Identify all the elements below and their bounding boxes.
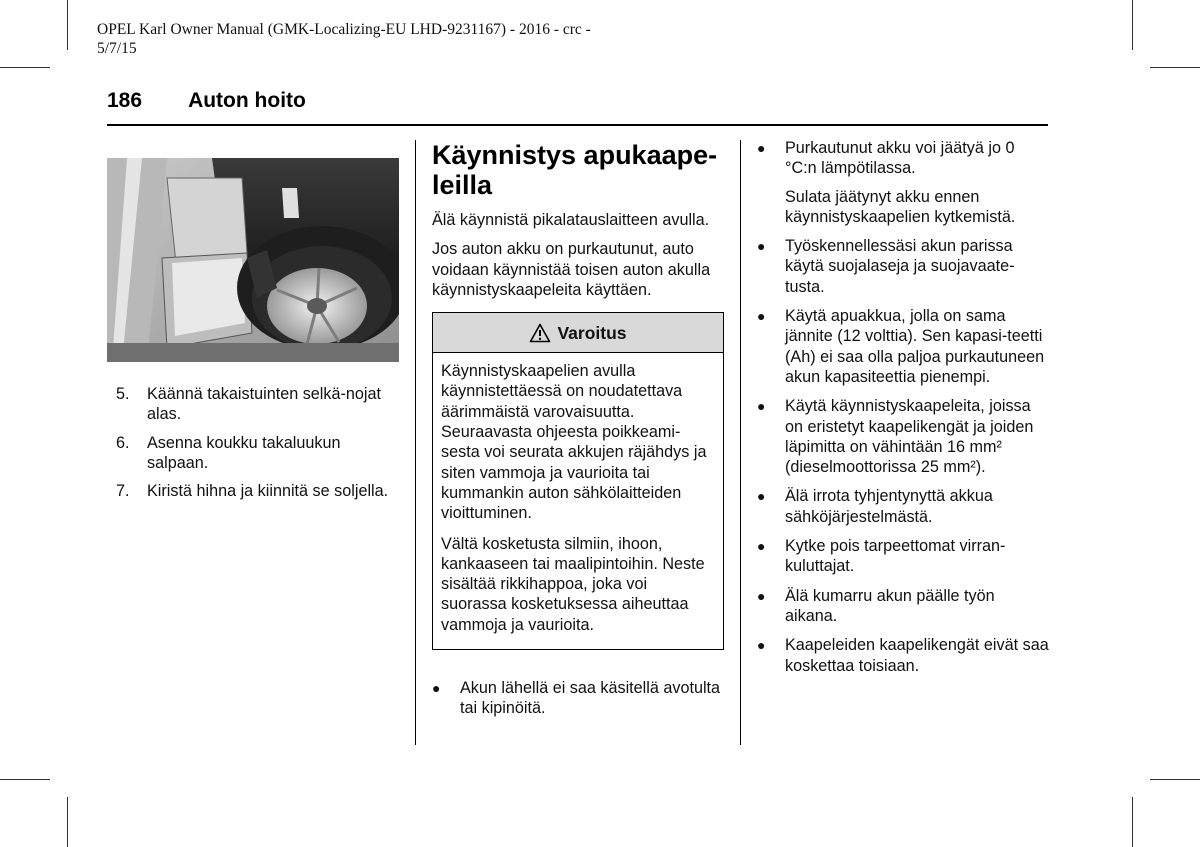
bullet-text: Kaapeleiden kaapelikengät eivät saa koskettaa toisiaan. bbox=[785, 636, 1049, 675]
left-column bbox=[107, 158, 399, 509]
trunk-illustration bbox=[107, 158, 399, 362]
list-item bbox=[432, 678, 724, 719]
warning-heading: Varoitus bbox=[557, 322, 627, 343]
meta-line: OPEL Karl Owner Manual (GMK-Localizing-EU LHD-9231167) - 2016 - crc - bbox=[97, 21, 591, 38]
list-item bbox=[757, 486, 1049, 527]
list-item bbox=[757, 635, 1049, 676]
warning-body bbox=[433, 353, 723, 649]
bullet-text: Älä irrota tyhjentynyttä akkua sähköjärjestelmästä. bbox=[785, 487, 993, 526]
page-number: 186 bbox=[107, 89, 143, 112]
middle-column bbox=[432, 140, 724, 728]
bullet-icon: ● bbox=[757, 538, 766, 555]
list-item bbox=[757, 536, 1049, 577]
bullet-icon: ● bbox=[757, 637, 766, 654]
article-title: Käynnistys apukaape-leilla bbox=[432, 140, 718, 200]
step-text: Käännä takaistuinten selkä-nojat alas. bbox=[147, 385, 381, 424]
list-item bbox=[107, 384, 399, 425]
crop-mark bbox=[1132, 0, 1133, 50]
bullet-text: Käytä apuakkua, jolla on sama jännite (12 volttia). Sen kapasi-teetti (Ah) ei saa olla paljoa purkautuneen akun kapasiteettia pienempi. bbox=[785, 307, 1045, 386]
section-title: Auton hoito bbox=[188, 89, 306, 112]
bullet-text: Akun lähellä ei saa käsitellä avotulta tai kipinöitä. bbox=[460, 679, 721, 718]
bullet-text: Älä kumarru akun päälle työn aikana. bbox=[785, 586, 995, 625]
header-rule bbox=[107, 124, 1048, 126]
list-item bbox=[757, 306, 1049, 387]
meta-line: 5/7/15 bbox=[97, 40, 137, 57]
bullet-icon: ● bbox=[432, 680, 441, 697]
list-item bbox=[757, 396, 1049, 477]
list-item bbox=[757, 138, 1049, 227]
body-paragraph: Älä käynnistä pikalatauslaitteen avulla. bbox=[432, 211, 710, 229]
step-number: 5. bbox=[116, 385, 130, 403]
column-divider bbox=[740, 140, 741, 745]
bullet-text: Purkautunut akku voi jäätyä jo 0 °C:n lämpötilassa. bbox=[785, 139, 1015, 178]
crop-mark bbox=[1132, 797, 1133, 847]
crop-mark bbox=[0, 67, 50, 68]
crop-mark bbox=[67, 0, 68, 50]
step-number: 7. bbox=[116, 482, 130, 501]
bullet-icon: ● bbox=[757, 488, 766, 505]
step-number: 6. bbox=[116, 433, 130, 452]
bullet-subtext: Sulata jäätynyt akku ennen käynnistyskaapelien kytkemistä. bbox=[785, 187, 1016, 226]
bullet-icon: ● bbox=[757, 140, 766, 156]
bullet-icon: ● bbox=[757, 238, 766, 255]
right-column bbox=[757, 138, 1049, 685]
bullet-list bbox=[757, 138, 1049, 676]
crop-mark bbox=[0, 779, 50, 780]
list-item bbox=[107, 481, 399, 501]
bullet-list bbox=[432, 678, 724, 719]
warning-paragraph: Vältä kosketusta silmiin, ihoon, kankaaseen tai maalipintoihin. Neste sisältää rikkihappoa, joka voi suorassa kosketuksessa aiheuttaa vammoja ja vaurioita. bbox=[441, 534, 705, 634]
warning-box bbox=[432, 312, 724, 650]
column-divider bbox=[415, 140, 416, 745]
page-header bbox=[107, 89, 306, 113]
step-list bbox=[107, 384, 399, 501]
step-text: Kiristä hihna ja kiinnitä se soljella. bbox=[147, 482, 389, 501]
warning-header bbox=[433, 313, 723, 353]
list-item bbox=[107, 433, 399, 474]
crop-mark bbox=[67, 797, 68, 847]
warning-triangle-icon bbox=[529, 323, 551, 343]
bullet-icon: ● bbox=[757, 308, 766, 325]
bullet-icon: ● bbox=[757, 398, 766, 415]
body-paragraph: Jos auton akku on purkautunut, auto voidaan käynnistää toisen auton akulla käynnistyskaapeleita käyttäen. bbox=[432, 240, 711, 299]
bullet-text: Työskennellessäsi akun parissa käytä suojalaseja ja suojavaate-tusta. bbox=[785, 237, 1015, 296]
crop-mark bbox=[1150, 779, 1200, 780]
crop-mark bbox=[1150, 67, 1200, 68]
bullet-icon: ● bbox=[757, 587, 766, 604]
document-meta bbox=[97, 20, 591, 58]
step-text: Asenna koukku takaluukun salpaan. bbox=[147, 433, 341, 472]
list-item bbox=[757, 236, 1049, 297]
list-item bbox=[757, 586, 1049, 627]
bullet-text: Kytke pois tarpeettomat virran-kuluttajat. bbox=[785, 537, 1006, 576]
bullet-text: Käytä käynnistyskaapeleita, joissa on eristetyt kaapelikengät ja joiden läpimitta on vähintään 16 mm² (dieselmoottorissa 25 mm²). bbox=[785, 397, 1034, 477]
warning-paragraph: Käynnistyskaapelien avulla käynnistettäessä on noudatettava äärimmäistä varovaisuutta. Seuraavasta ohjeesta poikkeami-sesta voi seurata akkujen räjähdys ja siten vammoja ja vaurioita tai kummankin auton sähkölaitteiden vioittuminen. bbox=[441, 362, 707, 523]
